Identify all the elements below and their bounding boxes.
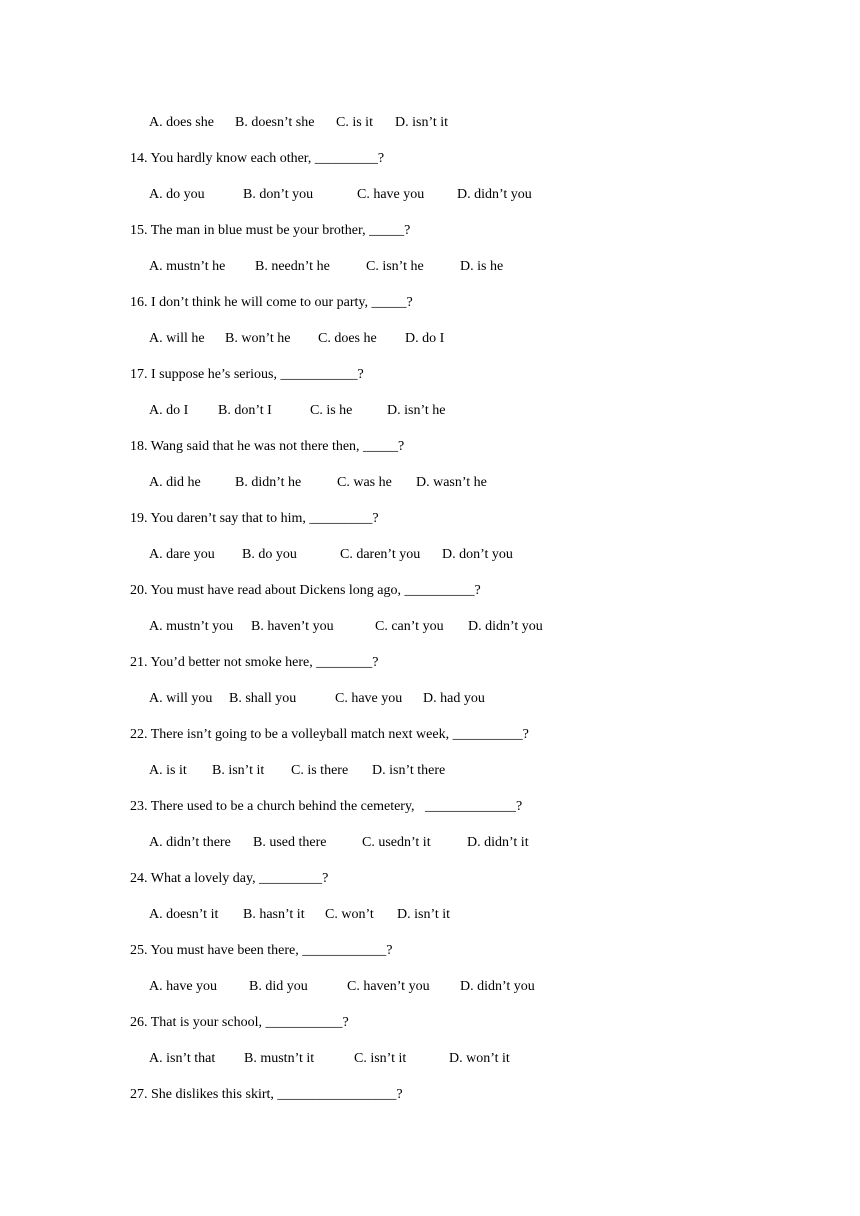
option-b: B. don’t I — [218, 403, 272, 418]
option-b: B. needn’t he — [255, 259, 330, 274]
question-16: 16. I don’t think he will come to our party, _____? — [130, 295, 413, 310]
option-c: C. does he — [318, 331, 377, 346]
option-d: D. don’t you — [442, 547, 513, 562]
option-b: B. doesn’t she — [235, 115, 315, 130]
question-17: 17. I suppose he’s serious, ___________? — [130, 367, 364, 382]
option-c: C. haven’t you — [347, 979, 430, 994]
option-c: C. is there — [291, 763, 349, 778]
option-a: A. do I — [149, 403, 189, 418]
option-a: A. dare you — [149, 547, 215, 562]
option-a: A. do you — [149, 187, 205, 202]
option-b: B. hasn’t it — [243, 907, 305, 922]
option-b: B. mustn’t it — [244, 1051, 315, 1066]
question-19: 19. You daren’t say that to him, _________? — [130, 511, 379, 526]
option-c: C. won’t — [325, 907, 374, 922]
option-a: A. didn’t there — [149, 835, 231, 850]
option-a: A. mustn’t you — [149, 619, 234, 634]
option-b: B. shall you — [229, 691, 297, 706]
option-d: D. is he — [460, 259, 504, 274]
option-d: D. won’t it — [449, 1051, 510, 1066]
option-c: C. can’t you — [375, 619, 444, 634]
option-c: C. daren’t you — [340, 547, 421, 562]
option-b: B. won’t he — [225, 331, 291, 346]
option-c: C. isn’t it — [354, 1051, 407, 1066]
option-d: D. didn’t you — [468, 619, 543, 634]
option-a: A. will you — [149, 691, 213, 706]
option-d: D. didn’t you — [460, 979, 535, 994]
option-a: A. did he — [149, 475, 201, 490]
option-a: A. mustn’t he — [149, 259, 226, 274]
option-d: D. isn’t there — [372, 763, 446, 778]
question-15: 15. The man in blue must be your brother, _____? — [130, 223, 411, 238]
question-26: 26. That is your school, ___________? — [130, 1015, 349, 1030]
option-b: B. isn’t it — [212, 763, 265, 778]
option-b: B. didn’t he — [235, 475, 302, 490]
option-c: C. usedn’t it — [362, 835, 431, 850]
option-c: C. was he — [337, 475, 392, 490]
option-d: D. wasn’t he — [416, 475, 487, 490]
question-21: 21. You’d better not smoke here, ________? — [130, 655, 379, 670]
option-d: D. had you — [423, 691, 485, 706]
option-a: A. doesn’t it — [149, 907, 219, 922]
option-d: D. do I — [405, 331, 445, 346]
option-c: C. have you — [357, 187, 425, 202]
option-a: A. have you — [149, 979, 218, 994]
option-c: C. have you — [335, 691, 403, 706]
option-a: A. will he — [149, 331, 205, 346]
option-d: D. isn’t it — [397, 907, 451, 922]
option-d: D. isn’t it — [395, 115, 449, 130]
option-b: B. haven’t you — [251, 619, 334, 634]
option-a: A. does she — [149, 115, 214, 130]
option-d: D. isn’t he — [387, 403, 446, 418]
option-d: D. didn’t you — [457, 187, 532, 202]
question-23: 23. There used to be a church behind the cemetery, _____________? — [130, 799, 523, 814]
question-20: 20. You must have read about Dickens long ago, __________? — [130, 583, 481, 598]
option-b: B. used there — [253, 835, 327, 850]
option-b: B. do you — [242, 547, 297, 562]
option-b: B. did you — [249, 979, 308, 994]
question-24: 24. What a lovely day, _________? — [130, 871, 329, 886]
question-22: 22. There isn’t going to be a volleyball match next week, __________? — [130, 727, 529, 742]
option-d: D. didn’t it — [467, 835, 529, 850]
option-c: C. is he — [310, 403, 353, 418]
option-a: A. isn’t that — [149, 1051, 216, 1066]
question-18: 18. Wang said that he was not there then, _____? — [130, 439, 405, 454]
question-14: 14. You hardly know each other, _________? — [130, 151, 385, 166]
question-25: 25. You must have been there, ____________? — [130, 943, 393, 958]
option-c: C. is it — [336, 115, 373, 130]
option-a: A. is it — [149, 763, 187, 778]
question-27: 27. She dislikes this skirt, _________________? — [130, 1087, 403, 1102]
option-c: C. isn’t he — [366, 259, 424, 274]
option-b: B. don’t you — [243, 187, 314, 202]
